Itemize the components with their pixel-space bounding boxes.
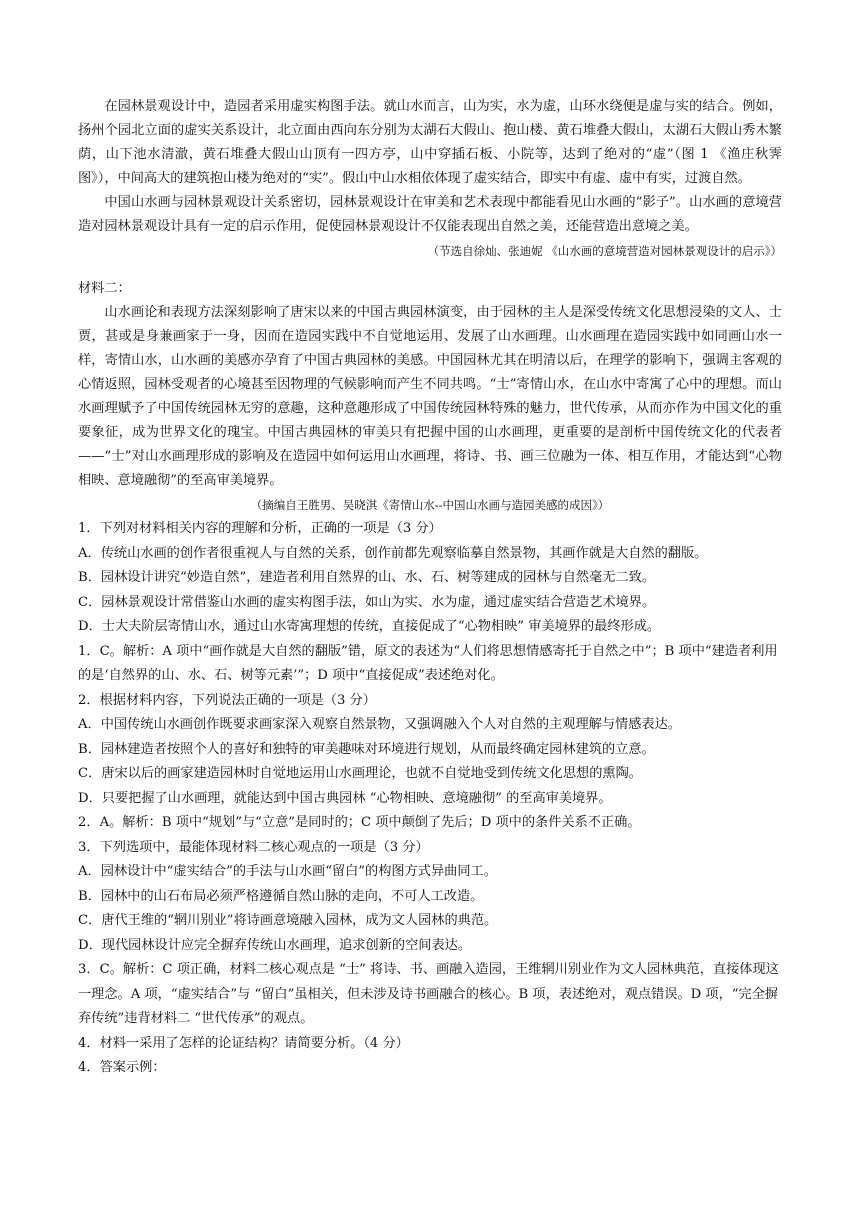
question-line: B．园林设计讲究“妙造自然”，建造者利用自然界的山、水、石、树等建成的园林与自然毫无二致。 bbox=[78, 570, 656, 585]
question-list bbox=[78, 517, 782, 1081]
answer-line: 3．C。解析：C 项正确，材料二核心观点是 “士” 将诗、书、画融入造园，王维辋川别业作为文人园林典范，直接体现这一理念。A 项，“虚实结合”与 “留白”虽相关，但未涉及诗书画融合的核心。B 项，表述绝对，观点错误。D 项，“完全摒弃传统”违背材料二 “世代传承”的观点。 bbox=[78, 962, 779, 1026]
question-line: C．唐宋以后的画家建造园林时自觉地运用山水画理论，也就不自觉地受到传统文化思想的熏陶。 bbox=[78, 766, 642, 781]
question-line: B．园林建造者按照个人的喜好和独特的审美趣味对环境进行规划，从而最终确定园林建筑的立意。 bbox=[78, 741, 655, 757]
material1-paragraph-2: 中国山水画与园林景观设计关系密切，园林景观设计在审美和艺术表现中都能看见山水画的“影子”。山水画的意境营造对园林景观设计具有一定的启示作用，促使园林景观设计不仅能表现出自然之美，还能营造出意境之美。 bbox=[78, 195, 782, 234]
material1-paragraph-1: 在园林景观设计中，造园者采用虚实构图手法。就山水而言，山为实，水为虚，山环水绕便是虚与实的结合。例如，扬州个园北立面的虚实关系设计，北立面由西向东分别为太湖石大假山、抱山楼、黄石堆叠大假山，太湖石大假山秀木繁荫，山下池水清澈，黄石堆叠大假山山顶有一四方亭，山中穿插石板、小院等，达到了绝对的“虚”（图 1 《渔庄秋霁图》），中间高大的建筑抱山楼为绝对的“实”。假山中山水相依体现了虚实结合，即实中有虚、虚中有实，过渡自然。 bbox=[78, 99, 782, 186]
material2-paragraph: 山水画论和表现方法深刻影响了唐宋以来的中国古典园林演变，由于园林的主人是深受传统文化思想浸染的文人、士贾，甚或是身兼画家于一身，因而在造园实践中不自觉地运用、发展了山水画理。山水画理在造园实践中如同画山水一样，寄情山水，山水画的美感亦孕育了中国古典园林的美感。中国园林尤其在明清以后，在理学的影响下，强调主客观的心情返照，园林受观者的心境甚至因物理的气候影响而产生不同共鸣。“士”寄情山水，在山水中寄寓了心中的理想。而山水画理赋予了中国传统园林无穷的意趣，这种意趣形成了中国传统园林特殊的魅力，世代传承，从而亦作为中国文化的重要象征，成为世界文化的瑰宝。中国古典园林的审美只有把握中国的山水画理，更重要的是剖析中国传统文化的代表者——“士”对山水画理形成的影响及在造园中如何运用山水画理，将诗、书、画三位融为一体、相互作用，才能达到“心物相映、意境融彻”的至高审美境界。 bbox=[78, 305, 782, 488]
question-line: D．士大夫阶层寄情山水，通过山水寄寓理想的传统，直接促成了“心物相映” 审美境界的最终形成。 bbox=[78, 619, 661, 634]
question-line: 3．下列选项中，最能体现材料二核心观点的一项是（3 分） bbox=[78, 839, 429, 855]
document-page bbox=[78, 95, 782, 1081]
answer-line: 2．A。解析：B 项中“规划”与“立意”是同时的；C 项中颠倒了先后；D 项中的条件关系不正确。 bbox=[78, 815, 641, 830]
material2-source: （摘编自王胜男、吴晓淇《寄情山水--中国山水画与造园美感的成因》） bbox=[250, 498, 610, 512]
question-line: C．唐代王维的“辋川别业”将诗画意境融入园林，成为文人园林的典范。 bbox=[78, 913, 498, 928]
section-gap bbox=[78, 263, 782, 277]
question-line: D．只要把握了山水画理，就能达到中国古典园林 “心物相映、意境融彻” 的至高审美境界。 bbox=[78, 790, 612, 806]
answer-line: 1．C。解析：A 项中“画作就是大自然的翻版”错，原文的表述为“人们将思想情感寄托于自然之中”；B 项中“建造者利用的是‘自然界的山、水、石、树等元素’”；D 项中“直接促成”表述绝对化。 bbox=[78, 643, 778, 683]
question-line: C．园林景观设计常借鉴山水画的虚实构图手法，如山为实、水为虚，通过虚实结合营造艺术境界。 bbox=[78, 594, 656, 610]
question-line: A．中国传统山水画创作既要求画家深入观察自然景物，又强调融入个人对自然的主观理解与情感表达。 bbox=[78, 717, 681, 732]
material1-source: （节选自徐灿、张迪妮 《山水画的意境营造对园林景观设计的启示》） bbox=[427, 244, 782, 258]
question-line: A．传统山水画的创作者很重视人与自然的关系，创作前都先观察临摹自然景物，其画作就是大自然的翻版。 bbox=[78, 545, 708, 561]
question-line: 4．材料一采用了怎样的论证结构？请简要分析。（4 分） bbox=[78, 1035, 409, 1051]
answer-line: 4．答案示例： bbox=[78, 1060, 166, 1075]
question-line: 2．根据材料内容，下列说法正确的一项是（3 分） bbox=[78, 692, 376, 708]
question-line: B．园林中的山石布局必须严格遵循自然山脉的走向，不可人工改造。 bbox=[78, 888, 484, 904]
question-line: 1．下列对材料相关内容的理解和分析，正确的一项是（3 分） bbox=[78, 521, 442, 536]
question-line: A．园林设计中“虚实结合”的手法与山水画“留白”的构图方式异曲同工。 bbox=[78, 864, 497, 879]
material2-heading: 材料二： bbox=[78, 281, 131, 296]
question-line: D．现代园林设计应完全摒弃传统山水画理，追求创新的空间表达。 bbox=[78, 937, 472, 953]
